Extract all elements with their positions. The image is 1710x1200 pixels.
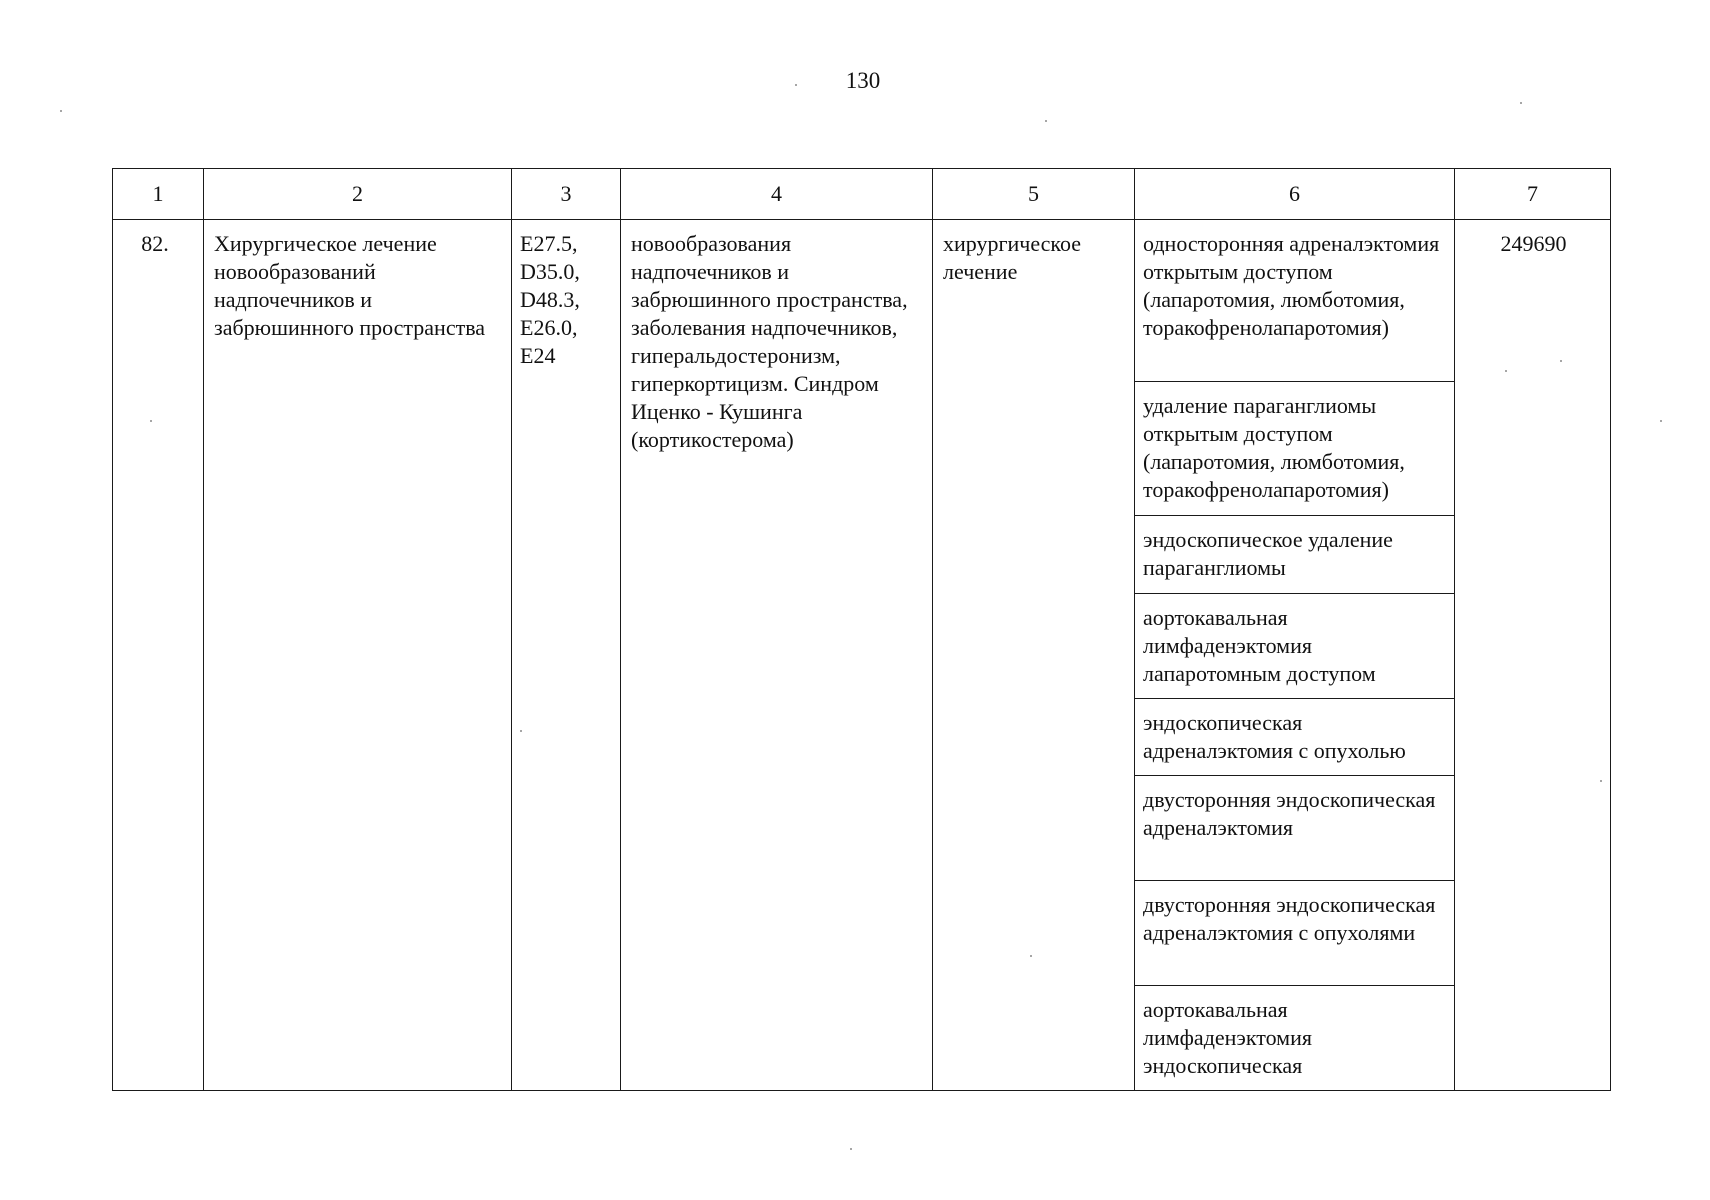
scan-speck (850, 1148, 852, 1150)
row-number: 82. (141, 231, 169, 256)
diagnosis-text: новообразования надпочечников и забрюшинного пространства, заболевания надпочечников, гиперальдостеронизм, гиперкортицизм. Синдром Иценко - Кушинга (кортикостерома) (631, 231, 908, 452)
icd-code: E24 (520, 343, 556, 368)
scan-speck (1660, 420, 1662, 422)
treatment-method: аортокавальная лимфаденэктомия лапаротомным доступом (1135, 594, 1454, 699)
scan-speck (520, 730, 522, 732)
treatment-method: двусторонняя эндоскопическая адреналэктомия с опухолями (1135, 881, 1454, 986)
column-header-4: 4 (621, 169, 933, 220)
column-header-7: 7 (1455, 169, 1611, 220)
table-row (113, 220, 1611, 1091)
treatment-method: эндоскопическое удаление параганглиомы (1135, 516, 1454, 594)
scan-speck (1030, 955, 1032, 957)
price-value: 249690 (1500, 231, 1567, 256)
treatment-method: эндоскопическая адреналэктомия с опухолью (1135, 699, 1454, 776)
treatment-type: хирургическое лечение (943, 231, 1082, 284)
price-cell (1455, 220, 1611, 1091)
header-row (113, 169, 1611, 220)
page-number: 130 (845, 68, 881, 93)
care-type-cell (204, 220, 512, 1091)
row-number-cell (113, 220, 204, 1091)
icd-code: D35.0, (520, 259, 580, 284)
methods-cell (1135, 220, 1455, 1091)
column-header-1: 1 (113, 169, 204, 220)
diagnosis-cell (621, 220, 933, 1091)
scan-speck (1560, 360, 1562, 362)
services-table (112, 168, 1611, 1091)
icd-code: E27.5, (520, 231, 578, 256)
column-header-3: 3 (512, 169, 621, 220)
scan-speck (150, 420, 152, 422)
treatment-method: двусторонняя эндоскопическая адреналэктомия (1135, 776, 1454, 881)
column-header-2: 2 (204, 169, 512, 220)
column-header-5: 5 (933, 169, 1135, 220)
icd-codes-cell (512, 220, 621, 1091)
icd-code: E26.0, (520, 315, 578, 340)
care-type-name: Хирургическое лечение новообразований надпочечников и забрюшинного пространства (214, 231, 486, 340)
scan-speck (1505, 370, 1507, 372)
treatment-method: аортокавальная лимфаденэктомия эндоскопическая (1143, 997, 1312, 1078)
column-header-6: 6 (1135, 169, 1455, 220)
scan-speck (795, 84, 797, 86)
icd-code: D48.3, (520, 287, 580, 312)
scan-speck (1045, 120, 1047, 122)
scan-speck (1600, 780, 1602, 782)
treatment-method: удаление параганглиомы открытым доступом (лапаротомия, люмботомия, торакофренолапаротомия) (1135, 382, 1454, 516)
treatment-method: односторонняя адреналэктомия открытым доступом (лапаротомия, люмботомия, торакофренолапаротомия) (1135, 220, 1454, 382)
treatment-cell (933, 220, 1135, 1091)
scan-speck (1520, 102, 1522, 104)
scan-speck (60, 110, 62, 112)
